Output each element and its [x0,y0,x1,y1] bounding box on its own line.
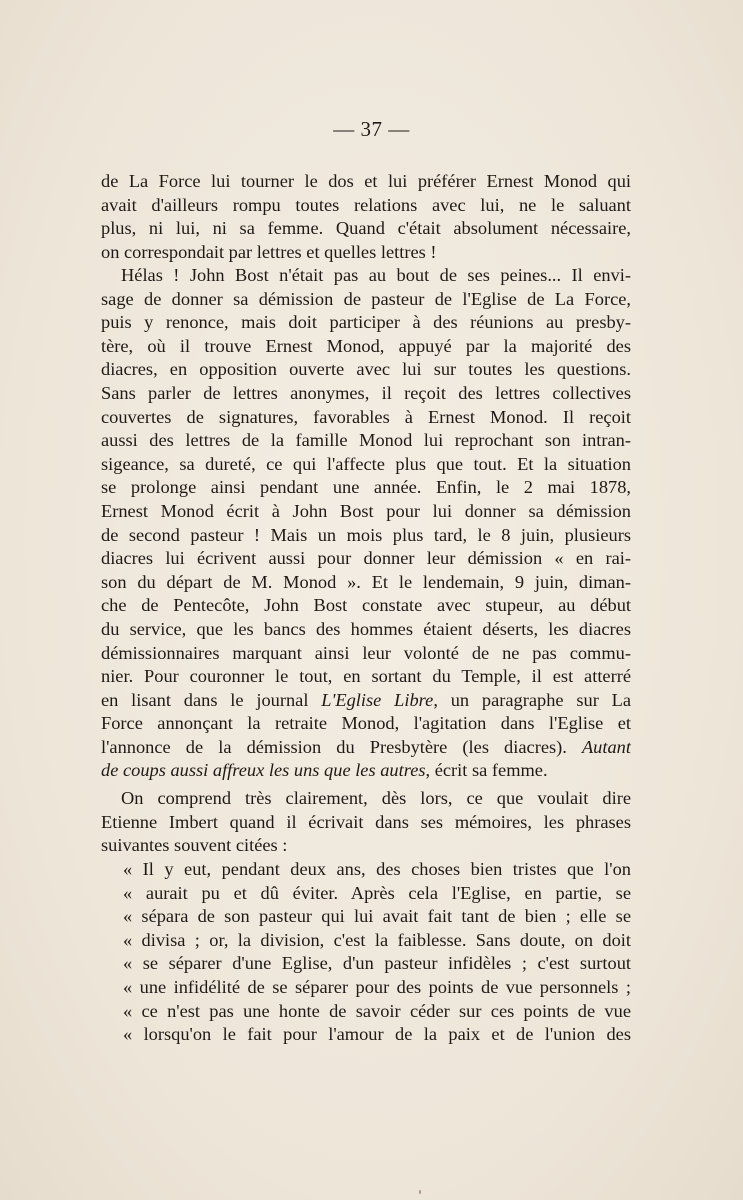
text-line: on correspondait par lettres et quelles lettres ! [101,241,437,262]
text-segment: en lisant dans le journal [101,689,322,710]
text-line: sigeance, sa dureté, ce qui l'affecte plus que tout. Et la situation [101,453,631,474]
text-line: sage de donner sa démission de pasteur de l'Eglise de La Force, [101,288,631,309]
italic-quote-start: Autant [581,736,631,757]
paper-speck [419,1190,421,1194]
text-line [101,759,631,783]
text-line: avait d'ailleurs rompu toutes relations avec lui, ne le saluant [101,194,631,215]
text-line: Sans parler de lettres anonymes, il reçoit des lettres collectives [101,382,631,403]
text-line: Hélas ! John Bost n'était pas au bout de ses peines... Il envi- [121,265,631,285]
text-line [101,689,631,713]
text-line: se prolonge ainsi pendant une année. Enfin, le 2 mai 1878, [101,477,631,498]
text-line: tère, où il trouve Ernest Monod, appuyé par la majorité des [101,335,631,356]
paragraph-1 [101,170,631,264]
quote-line: « ce n'est pas une honte de savoir céder sur ces points de vue [123,1000,631,1021]
text-line: son du départ de M. Monod ». Et le lendemain, 9 juin, diman- [101,571,631,592]
text-line: On comprend très clairement, dès lors, ce que voulait dire [121,788,631,808]
paragraph-3 [101,787,631,858]
text-line: nier. Pour couronner le tout, en sortant du Temple, il est atterré [101,666,631,687]
text-line: Etienne Imbert quand il écrivait dans ses mémoires, les phrases [101,811,631,832]
text-line: démissionnaires marquant ainsi leur volonté de ne pas commu- [101,642,631,663]
paragraph-2 [101,264,631,783]
quotation [101,858,631,1047]
quote-line: « divisa ; or, la division, c'est la faiblesse. Sans doute, on doit [123,929,631,950]
quote-line: « lorsqu'on le fait pour l'amour de la paix et de l'union des [123,1024,631,1045]
text-line: diacres, en opposition ouverte avec lui sur toutes les questions. [101,359,631,380]
page-number: — 37 — [333,117,410,141]
text-line: de second pasteur ! Mais un mois plus tard, le 8 juin, plusieurs [101,524,631,545]
text-line: du service, que les bancs des hommes étaient déserts, les diacres [101,618,631,639]
text-line: aussi des lettres de la famille Monod lui reprochant son intran- [101,430,631,451]
text-segment: l'annonce de la démission du Presbytère (les diacres). [101,736,582,757]
text-line: de La Force lui tourner le dos et lui préférer Ernest Monod qui [101,171,631,191]
quote-line: « sépara de son pasteur qui lui avait fait tant de bien ; elle se [123,906,631,927]
quote-line: « Il y eut, pendant deux ans, des choses bien tristes que l'on [123,859,631,879]
text-line: plus, ni lui, ni sa femme. Quand c'était absolument nécessaire, [101,218,631,239]
text-line: puis y renonce, mais doit participer à des réunions au presby- [101,312,631,333]
quote-line: « aurait pu et dû éviter. Après cela l'Eglise, en partie, se [123,882,631,903]
text-line: diacres lui écrivent aussi pour donner leur démission « en rai- [101,548,631,569]
text-line: che de Pentecôte, John Bost constate avec stupeur, au début [101,595,631,616]
text-line: Ernest Monod écrit à John Bost pour lui donner sa démission [101,500,631,521]
italic-quote-end: de coups aussi affreux les uns que les autres [101,760,426,781]
quote-line: « une infidélité de se séparer pour des points de vue personnels ; [123,976,631,997]
journal-title: L'Eglise Libre [321,689,434,710]
text-line: couvertes de signatures, favorables à Ernest Monod. Il reçoit [101,406,631,427]
text-segment: , écrit sa femme. [425,760,548,781]
text-segment: , un paragraphe sur La [433,689,631,710]
text-line: Force annonçant la retraite Monod, l'agitation dans l'Eglise et [101,713,631,734]
text-line [101,736,631,760]
text-line: suivantes souvent citées : [101,835,288,856]
quote-line: « se séparer d'une Eglise, d'un pasteur infidèles ; c'est surtout [123,953,631,974]
